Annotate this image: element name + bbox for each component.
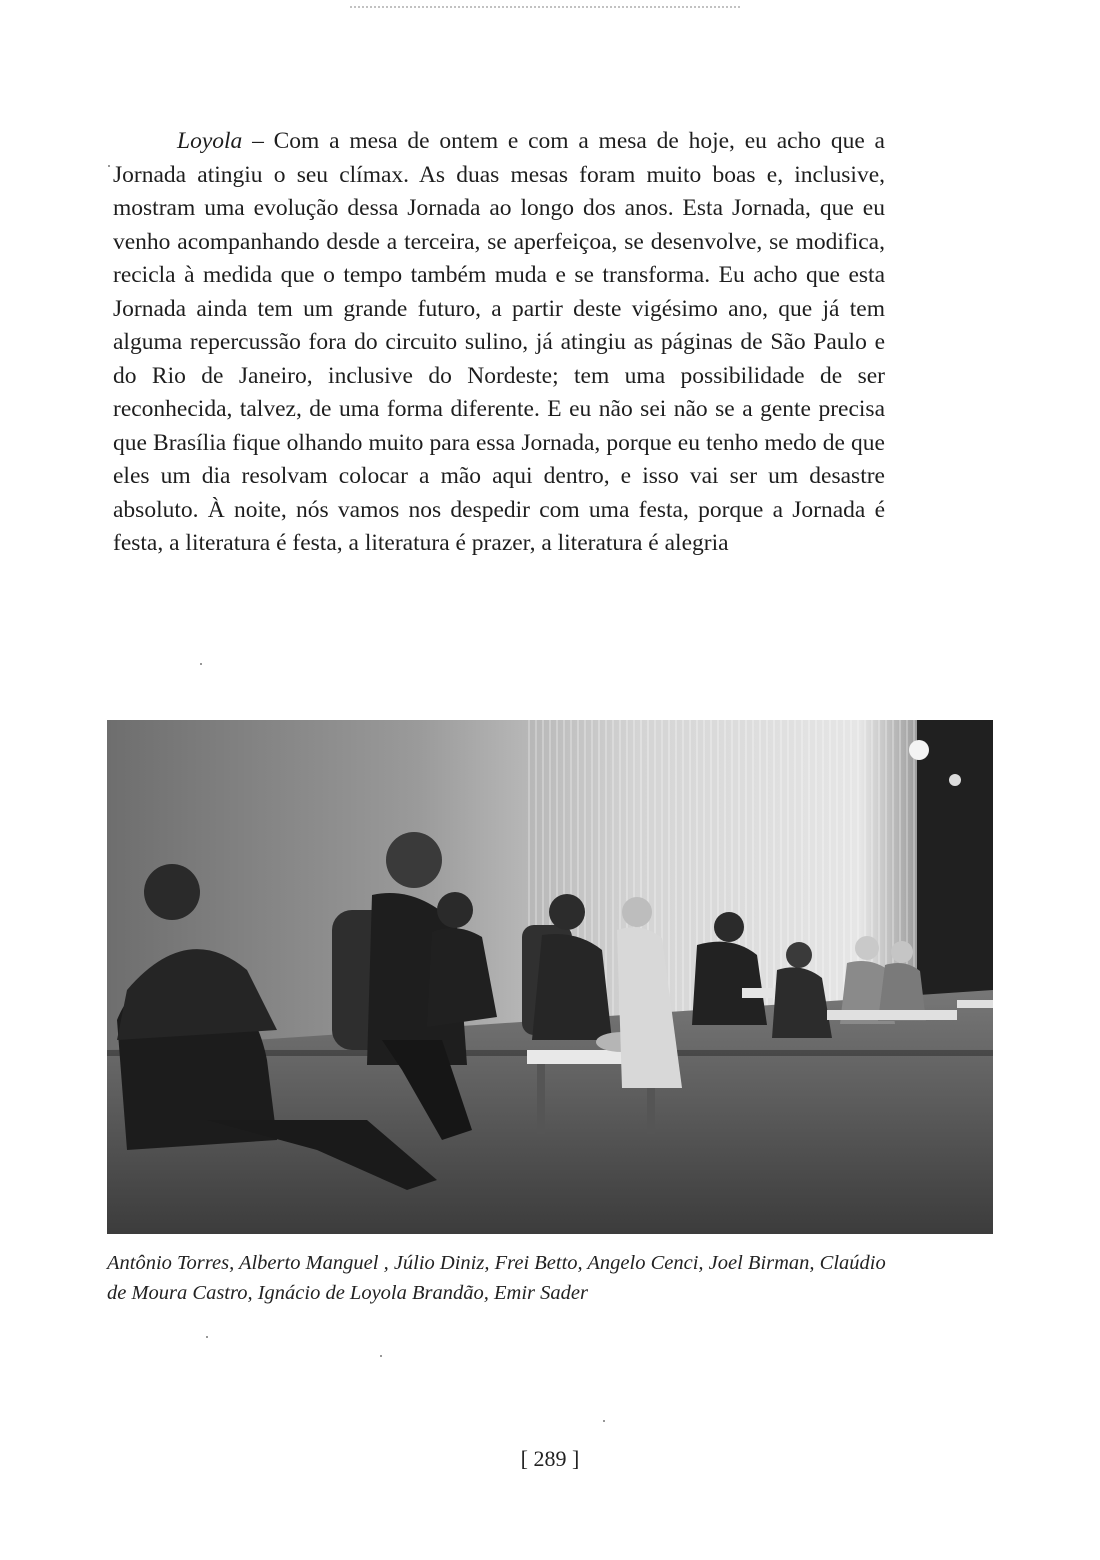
body-paragraph: [113, 125, 885, 561]
scan-speck: [108, 165, 110, 167]
paragraph-text: – Com a mesa de ontem e com a mesa de hoje, eu acho que a Jornada atingiu o seu clímax. As duas mesas foram muito boas e, inclusive, mostram uma evolução dessa Jornada ao longo dos anos. Esta Jornada, que eu venho acompanhando desde a terceira, se aperfeiçoa, se desenvolve, se modifica, recicla à medida que o tempo também muda e se transforma. Eu acho que esta Jornada ainda tem um grande futuro, a partir deste vigésimo ano, que já tem alguma repercussão fora do circuito sulino, já atingiu as páginas de São Paulo e do Rio de Janeiro, inclusive do Nordeste; tem uma possibilidade de ser reconhecida, talvez, de uma forma diferente. E eu não sei não se a gente precisa que Brasília fique olhando muito para essa Jornada, porque eu tenho medo de que eles um dia resolvam colocar a mão aqui dentro, e isso vai ser um desastre absoluto. À noite, nós vamos nos despedir com uma festa, porque a Jornada é festa, a literatura é festa, a literatura é prazer, a literatura é alegria: [113, 128, 885, 556]
page-number: [ 289 ]: [520, 1446, 580, 1471]
photo-caption: Antônio Torres, Alberto Manguel , Júlio Diniz, Frei Betto, Angelo Cenci, Joel Birman, Claúdio de Moura Castro, Ignácio de Loyola Brandão, Emir Sader: [107, 1252, 886, 1304]
panel-photo-illustration: [107, 720, 993, 1234]
scan-speck: [380, 1355, 382, 1357]
running-head-residue: [350, 0, 740, 8]
scan-speck: [200, 663, 202, 665]
scan-speck: [603, 1420, 605, 1422]
panel-photo: [107, 720, 993, 1234]
speaker-name: Loyola: [177, 128, 243, 154]
scan-speck: [206, 1336, 208, 1338]
